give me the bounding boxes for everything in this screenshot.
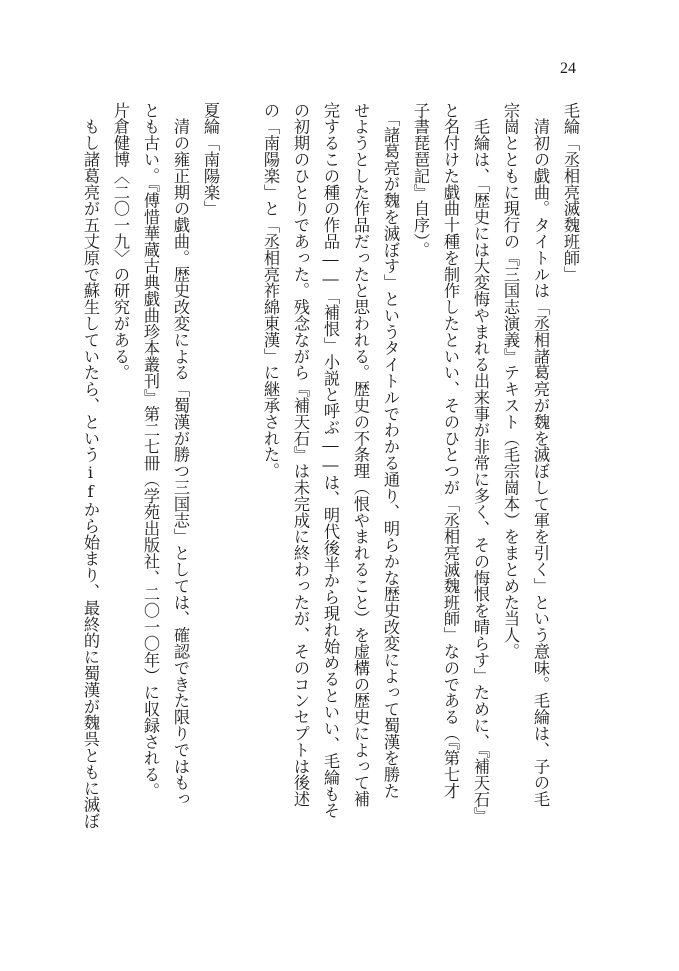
text-column: と名付けた戯曲十種を制作したといい、そのひとつが「丞相亮滅魏班師」なのである（『第七才 <box>441 102 460 800</box>
text-column: の初期のひとりであった。残念ながら『補天石』は未完成に終わったが、そのコンセプトは後述 <box>291 102 310 808</box>
text-column: 「諸葛亮が魏を滅ぼす」というタイトルでわかる通り、明らかな歴史改変によって蜀漢を勝た <box>381 102 400 800</box>
text-column: 子書琵琶記』自序）。 <box>411 102 430 258</box>
text-column: 清の雍正期の戯曲。歴史改変による「蜀漢が勝つ三国志」としては、確認できた限りではもっ <box>171 102 190 808</box>
text-column: せようとした作品だったと思われる。歴史の不条理（恨やまれること）を虚構の歴史によって補 <box>351 102 370 808</box>
text-column: 片倉健博〈二〇一九〉の研究がある。 <box>111 102 130 381</box>
text-column: 清初の戯曲。タイトルは「丞相諸葛亮が魏を滅ぼして軍を引く」という意味。毛綸は、子の毛 <box>531 102 550 808</box>
text-column: 毛綸は、「歴史には大変悔やまれる出来事が非常に多く、その悔恨を晴らす」ために、『補天石』 <box>471 102 490 824</box>
heading-mao-lun: 毛綸「丞相亮滅魏班師」 <box>561 102 580 283</box>
text-column: もし諸葛亮が五丈原で蘇生していたら、というifから始まり、最終的に蜀漢が魏呉ともに滅ぼ <box>81 102 100 830</box>
text-column: の「南陽楽」と「丞相亮祚綿東漢」に継承された。 <box>261 102 280 480</box>
text-column: 完するこの種の作品――「補恨」小説と呼ぶ――は、明代後半から現れ始めるといい、毛綸もそ <box>321 102 340 819</box>
page-number: 24 <box>560 60 576 77</box>
heading-xia-lun: 夏綸「南陽楽」 <box>201 102 220 217</box>
text-column: 宗崗とともに現行の『三国志演義』テキスト（毛宗崗本）をまとめた当人。 <box>501 102 520 660</box>
text-column: とも古い。『傅惜華蔵古典戯曲珍本叢刊』第二七冊（学苑出版社、二〇一〇年）に収録される。 <box>141 102 160 800</box>
